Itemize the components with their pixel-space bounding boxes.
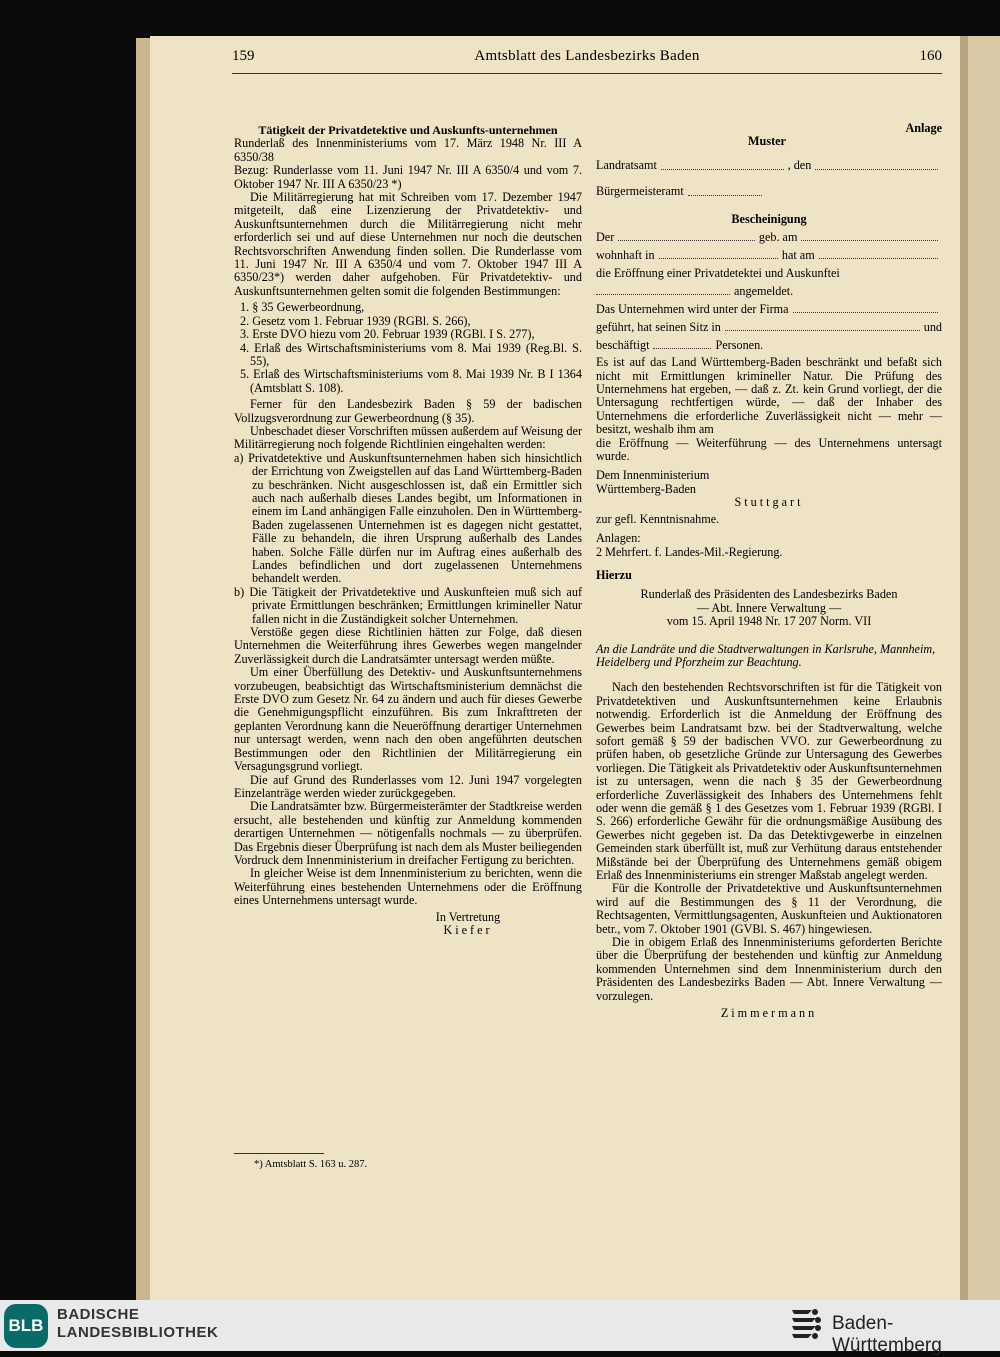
hierzu-label: Hierzu [596, 567, 632, 582]
page-header [232, 48, 942, 70]
baden-wuerttemberg-lions-icon[interactable] [788, 1304, 824, 1346]
paragraph: Unbeschadet dieser Vorschriften müssen außerdem auf Weisung der Militärregierung noch folgende Richtlinien eingehalten werden: [234, 423, 582, 452]
bezug-reference: Bezug: Runderlasse vom 11. Juni 1947 Nr. III A 6350/4 und vom 7. Oktober 1947 Nr. III A 6350/23 *) [234, 163, 582, 191]
article-title: Tätigkeit der Privatdetektive und Auskunfts-unternehmen [258, 123, 558, 137]
blb-logo[interactable]: BLB [4, 1304, 48, 1348]
signature-name: Kiefer [443, 922, 493, 937]
muster-label: Muster [748, 134, 786, 149]
guideline-b: b) Die Tätigkeit der Privatdetektive und Auskunfteien muß sich auf private Ermittlungen beschränken; Ermittlungen krimineller Natur fallen nicht in die Zuständigkeit solcher Unternehmen. [234, 584, 582, 626]
address-city: Stuttgart [734, 495, 804, 510]
form-row-buergermeisteramt: Bürgermeisteramt [596, 181, 942, 199]
guideline-a: a) Privatdetektive und Auskunftsunternehmen haben sich hinsichtlich der Errichtung von Zweigstellen auf das Land Württemberg-Baden zu beschränken. Nicht ausgeschlossen ist, daß ein Ermittler sich auch nach außerhalb dieses Landes begibt, um Informationen in einem im Land anhängigen Falle einzuholen. Den in Württemberg-Baden zugelassenen Unternehmen ist es dagegen nicht gestattet, Fälle zu behandeln, die ihren Ursprung außerhalb des Landes haben. Solche Fälle dürfen nur im Auftrag eines außerhalb des Landes befindlichen und dort zugelassenen Unternehmens behandelt werden. [234, 450, 582, 586]
paragraph: Die auf Grund des Runderlasses vom 12. Juni 1947 vorgelegten Einzelanträge werden wieder zurückgegeben. [234, 772, 582, 800]
paragraph: Verstöße gegen diese Richtlinien hätten zur Folge, daß diesen Unternehmen die Weiterführung ihres Gewerbes wegen mangelnder Zuverlässigkeit durch die Landratsämter untersagt werden müßte. [234, 625, 582, 666]
page-number-right: 160 [919, 48, 942, 64]
form-row-personen: beschäftigt Personen. [596, 337, 764, 352]
decree-title-line: vom 15. April 1948 Nr. 17 207 Norm. VII [666, 614, 872, 629]
blb-library-name[interactable]: BADISCHE LANDESBIBLIOTHEK [57, 1306, 219, 1341]
paragraph: In gleicher Weise ist dem Innenministerium zu berichten, wenn die Weiterführung eines bestehenden Unternehmens oder die Eröffnung eines Unternehmens untersagt wurde. [234, 866, 582, 908]
page-number-left: 159 [232, 48, 255, 64]
anlagen-item: 2 Mehrfert. f. Landes-Mil.-Regierung. [596, 544, 783, 559]
page-right-edge [960, 36, 1000, 1300]
paragraph: Die Landratsämter bzw. Bürgermeisterämter der Stadtkreise werden ersucht, alle bestehenden und künftig zur Anmeldung kommenden derartigen Unternehmen — nötigenfalls nochmals — zu überprüfen. Das Ergebnis dieser Überprüfung ist nach dem als Muster beiliegenden Vordruck dem Innenministerium in dreifacher Fertigung zu berichten. [234, 799, 582, 867]
decree-title-line: Runderlaß des Präsidenten des Landesbezirks Baden [640, 587, 898, 602]
page-title: Amtsblatt des Landesbezirks Baden [474, 48, 700, 64]
form-row-sitz: geführt, hat seinen Sitz in und [596, 319, 942, 334]
paragraph: Ferner für den Landesbezirk Baden § 59 der badischen Vollzugsverordnung zur Gewerbeordnung (§ 35). [234, 397, 582, 425]
baden-wuerttemberg-label[interactable]: Baden-Württemberg [832, 1313, 942, 1356]
list-item: 4. Erlaß des Wirtschaftsministeriums vom 8. Mai 1939 (Reg.Bl. S. 55), [240, 340, 582, 368]
address-line: Württemberg-Baden [596, 481, 696, 496]
bescheinigung-heading: Bescheinigung [731, 211, 807, 226]
form-row-wohnhaft: wohnhaft in hat am [596, 244, 942, 262]
paragraph: die Eröffnung — Weiterführung — des Unternehmens untersagt wurde. [596, 435, 942, 464]
paragraph: Nach den bestehenden Rechtsvorschriften ist für die Tätigkeit von Privatdetektiven und Auskunftsunternehmen keine Erlaubnis notwendig. Erforderlich ist die Anmeldung der Eröffnung des Gewerbes beim Landratsamt bzw. bei der Stadtverwaltung, welche sofort gemäß § 59 der badischen VVO. zur Gewerbeordnung zu prüfen haben, ob gesetzliche Gründe zur Untersagung des Gewerbes vorliegen. Die Tätigkeit als Privatdetektiv oder Auskunftsunternehmen ist zu untersagen, wenn die nach § 35 der Gewerbeordnung erforderliche Zuverlässigkeit des Inhabers des Unternehmens fehlt oder wenn die gemäß § 1 des Gesetzes vom 1. Februar 1939 (RGBl. I S. 266) erforderliche Gewähr für die ordnungsmäßige Ausübung des Gewerbes nicht gegeben ist. Da das Detektivgewerbe in einzelnen Gemeinden stark überfüllt ist, muß zur Verhütung daraus entstehender Mißstände bei der Überprüfung des Unternehmens gemäß obigem Erlaß des Innenministeriums ein strenger Maßstab angelegt werden. [596, 680, 942, 883]
decree-reference: Runderlaß des Innenministeriums vom 17. März 1948 Nr. III A 6350/38 [234, 136, 582, 164]
paragraph: Die in obigem Erlaß des Innenministeriums geforderten Berichte über die Überprüfung der bestehenden und künftig zur Anmeldung kommenden Unternehmen sind dem Innenministerium durch den Präsidenten des Landesbezirks Baden — Abt. Innere Verwaltung — vorzulegen. [596, 935, 942, 1003]
paragraph: Die Militärregierung hat mit Schreiben vom 17. Dezember 1947 mitgeteilt, daß eine Lizenzierung der Privatdetektiv- und Auskunftsunternehmen durch die Militärregierung nicht mehr erforderlich sei und auf diese Unternehmen nur noch die deutschen Rechtsvorschriften Anwendung finden sollen. Die Runderlasse vom 11. Juni 1947 Nr. III A 6350/4 und vom 7. Oktober 1947 III A 6350/23*) werden daher aufgehoben. Für Privatdetektiv- und Auskunftsunternehmen gelten somit die folgenden Bestimmungen: [234, 190, 582, 298]
paragraph: Um einer Überfüllung des Detektiv- und Auskunftsunternehmens vorzubeugen, beabsichtigt das Wirtschaftsministerium demnächst die Erste DVO zum Gesetz Nr. 64 zu ändern und auch für dieses Gewerbe die Genehmigungspflicht einzuführen. Bis zum Inkrafttreten der geplanten Verordnung kann die Neueröffnung derartiger Unternehmen nur untersagt werden, wenn nach den oben angeführten deutschen Bestimmungen oder den Richtlinien der Militärregierung ein Versagungsgrund vorliegt. [234, 665, 582, 774]
footnote-rule [234, 1153, 324, 1154]
form-row-angemeldet: angemeldet. [596, 280, 942, 298]
form-row-eroeffnung: die Eröffnung einer Privatdetektei und Auskunftei [596, 265, 840, 280]
signature-name: Zimmermann [720, 1006, 818, 1021]
anlage-label: Anlage [905, 121, 942, 135]
header-rule [232, 73, 942, 74]
book-spine-edge [136, 38, 151, 1300]
list-item: 3. Erste DVO hiezu vom 20. Februar 1939 (RGBl. I S. 277), [240, 327, 535, 342]
form-row-landratsamt: Landratsamt , den [596, 155, 942, 173]
addressees: An die Landräte und die Stadtverwaltungen in Karlsruhe, Mannheim, Heidelberg und Pforzheim zur Beachtung. [596, 641, 936, 669]
left-column [234, 124, 582, 937]
form-row-firma: Das Unternehmen wird unter der Firma [596, 298, 942, 316]
footnote: *) Amtsblatt S. 163 u. 287. [254, 1159, 368, 1170]
decree-title-line: — Abt. Innere Verwaltung — [696, 600, 842, 615]
kenntnis-line: zur gefl. Kenntnisnahme. [596, 511, 720, 526]
anlagen-label: Anlagen: [596, 531, 641, 546]
paragraph: Es ist auf das Land Württemberg-Baden beschränkt und befaßt sich nicht mit Ermittlungen krimineller Natur. Die Prüfung des Unternehmens hat ergeben, — daß z. Zt. kein Grund vorliegt, der die Untersagung rechtfertigen würde, — daß der Inhaber des Unternehmens die erforderliche Zuverlässigkeit nicht — mehr — besitzt, weshalb ihm am [596, 355, 942, 437]
form-row-der: Der geb. am [596, 226, 942, 244]
paragraph: Für die Kontrolle der Privatdetektive und Auskunftsunternehmen wird auf die Bestimmungen des § 11 der Verordnung, die Rechtsagenten, Vermittlungsagenten, Auskunfteien und Auktionatoren betr., vom 7. Oktober 1901 (GVBl. S. 467) hingewiesen. [596, 881, 942, 936]
list-item: 1. § 35 Gewerbeordnung, [240, 300, 365, 315]
address-line: Dem Innenministerium [596, 468, 710, 483]
right-column [596, 122, 942, 1021]
list-item: 5. Erlaß des Wirtschaftsministeriums vom 8. Mai 1939 Nr. B I 1364 (Amtsblatt S. 108). [240, 367, 582, 395]
signature-prefix: In Vertretung [435, 909, 501, 924]
regulation-list [234, 301, 582, 395]
list-item: 2. Gesetz vom 1. Februar 1939 (RGBl. S. 266), [240, 313, 471, 328]
